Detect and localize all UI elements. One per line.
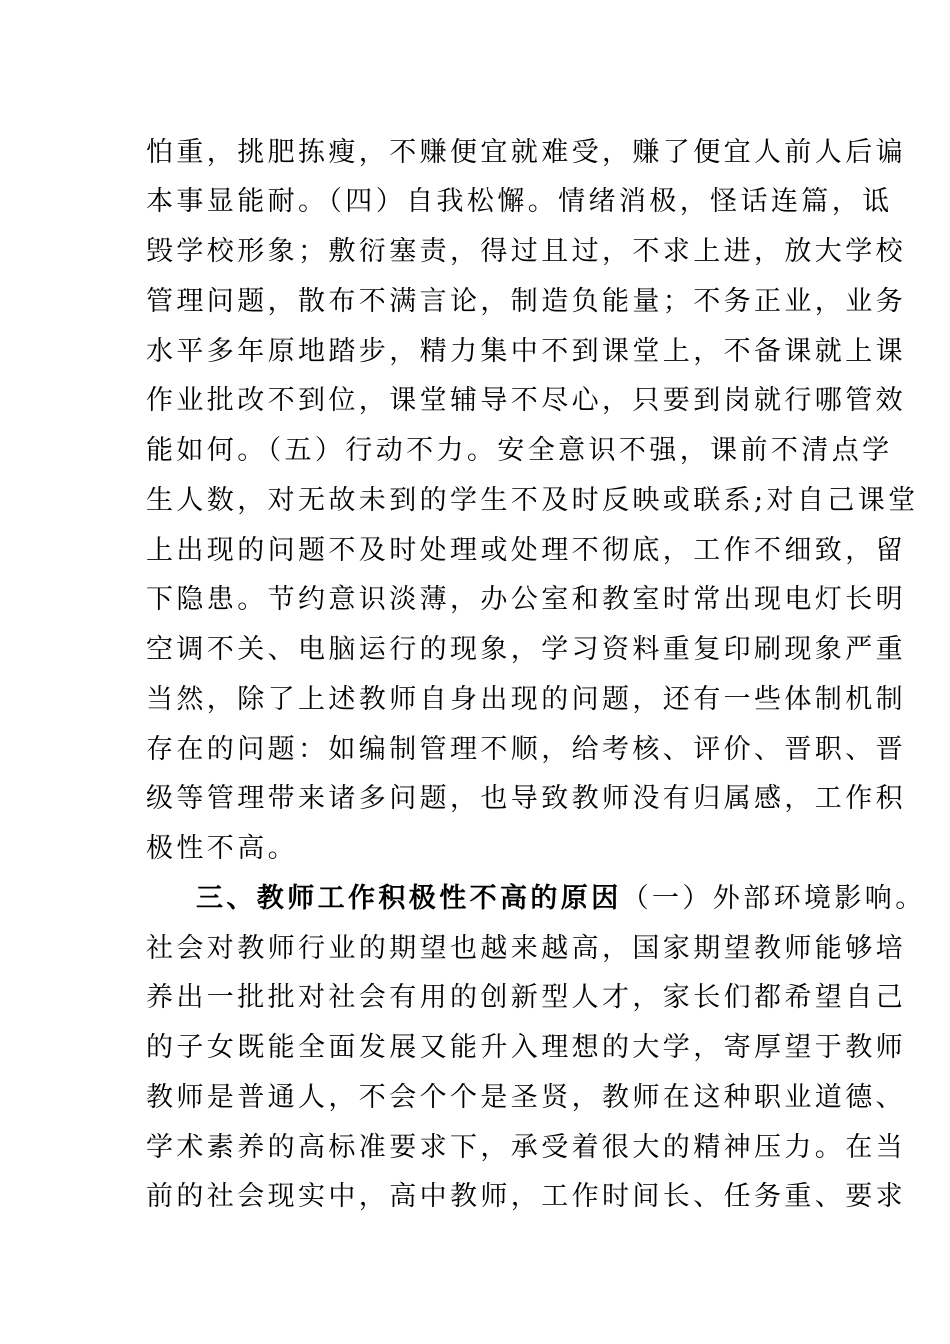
- text-line: 作业批改不到位，课堂辅导不尽心，只要到岗就行哪管效: [146, 385, 906, 416]
- text-line: 毁学校形象；敷衍塞责，得过且过，不求上进，放大学校: [146, 236, 906, 267]
- section-heading-subtitle: （一）外部环境影响。: [621, 883, 926, 914]
- text-line: 极性不高。: [146, 833, 298, 864]
- text-line: 怕重，挑肥拣瘦，不赚便宜就难受，赚了便宜人前人后谝: [146, 137, 906, 168]
- text-line: 能如何。（五）行动不力。安全意识不强，课前不清点学: [146, 435, 893, 466]
- text-line: 空调不关、电脑运行的现象，学习资料重复印刷现象严重: [146, 634, 906, 665]
- text-line: 社会对教师行业的期望也越来越高，国家期望教师能够培: [146, 933, 906, 964]
- text-line: 上出现的问题不及时处理或处理不彻底，工作不细致，留: [146, 535, 906, 566]
- text-line: 的子女既能全面发展又能升入理想的大学，寄厚望于教师: [146, 1032, 906, 1063]
- text-line: 存在的问题：如编制管理不顺，给考核、评价、晋职、晋: [146, 734, 906, 765]
- text-line: 学术素养的高标准要求下，承受着很大的精神压力。在当: [146, 1132, 906, 1163]
- text-line: 下隐患。节约意识淡薄，办公室和教室时常出现电灯长明: [146, 584, 906, 615]
- text-line: 当然，除了上述教师自身出现的问题，还有一些体制机制: [146, 684, 906, 715]
- text-line: 管理问题，散布不满言论，制造负能量；不务正业，业务: [146, 286, 906, 317]
- text-line: 前的社会现实中，高中教师，工作时间长、任务重、要求: [146, 1181, 906, 1212]
- text-line: 本事显能耐。（四）自我松懈。情绪消极，怪话连篇，诋: [146, 186, 893, 217]
- text-line: 生人数，对无故未到的学生不及时反映或联系;对自己课堂: [146, 485, 919, 516]
- text-line: 级等管理带来诸多问题，也导致教师没有归属感，工作积: [146, 783, 906, 814]
- text-line: 水平多年原地踏步，精力集中不到课堂上，不备课就上课: [146, 336, 906, 367]
- section-heading-title: 三、教师工作积极性不高的原因: [196, 883, 622, 914]
- text-line: 教师是普通人，不会个个是圣贤，教师在这种职业道德、: [146, 1082, 906, 1113]
- text-line: 养出一批批对社会有用的创新型人才，家长们都希望自己: [146, 982, 906, 1013]
- section-heading: [196, 881, 926, 917]
